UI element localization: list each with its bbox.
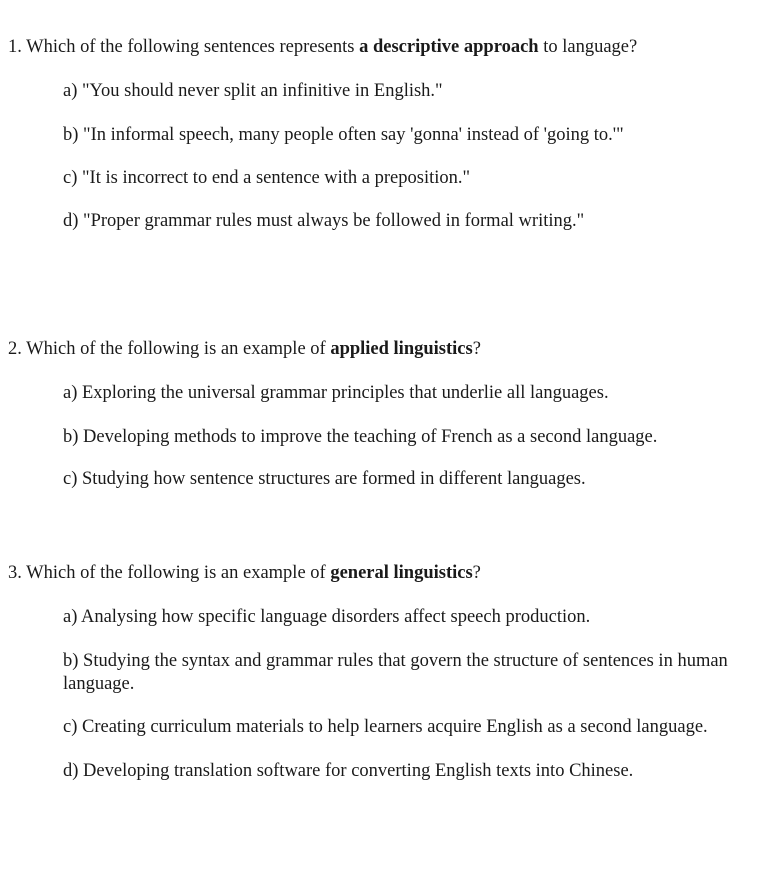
question-1-number: 1.	[8, 37, 22, 57]
question-2-prefix: Which of the following is an example of	[26, 339, 331, 359]
question-1-option-d: d) "Proper grammar rules must always be followed in formal writing."	[63, 211, 585, 231]
question-2-keyword: applied linguistics	[330, 339, 473, 359]
question-3-prefix: Which of the following is an example of	[26, 563, 331, 583]
question-1-suffix: to language?	[538, 37, 638, 57]
question-3-suffix: ?	[472, 563, 481, 583]
question-3-option-c: c) Creating curriculum materials to help learners acquire English as a second language.	[63, 717, 708, 737]
question-1-prefix: Which of the following sentences represents	[26, 37, 360, 57]
question-2-number: 2.	[8, 339, 22, 359]
question-3-number: 3.	[8, 563, 22, 583]
question-1-option-b: b) "In informal speech, many people often say 'gonna' instead of 'going to.'"	[63, 125, 624, 145]
question-2-text	[8, 338, 481, 361]
question-3-option-a: a) Analysing how specific language disorders affect speech production.	[63, 607, 591, 627]
question-2-option-b: b) Developing methods to improve the teaching of French as a second language.	[63, 427, 658, 447]
question-1-option-c: c) "It is incorrect to end a sentence with a preposition."	[63, 168, 471, 188]
question-2-option-a: a) Exploring the universal grammar principles that underlie all languages.	[63, 383, 609, 403]
question-1-option-a: a) "You should never split an infinitive in English."	[63, 81, 443, 101]
question-1-keyword: a descriptive approach	[359, 37, 539, 57]
question-3-keyword: general linguistics	[330, 563, 473, 583]
question-2-option-c: c) Studying how sentence structures are formed in different languages.	[63, 469, 586, 489]
question-3-text	[8, 562, 481, 585]
question-1-text	[8, 36, 637, 59]
question-3-option-d: d) Developing translation software for converting English texts into Chinese.	[63, 761, 634, 781]
question-2-suffix: ?	[472, 339, 481, 359]
question-3-option-b: b) Studying the syntax and grammar rules that govern the structure of sentences in human language.	[63, 651, 728, 695]
